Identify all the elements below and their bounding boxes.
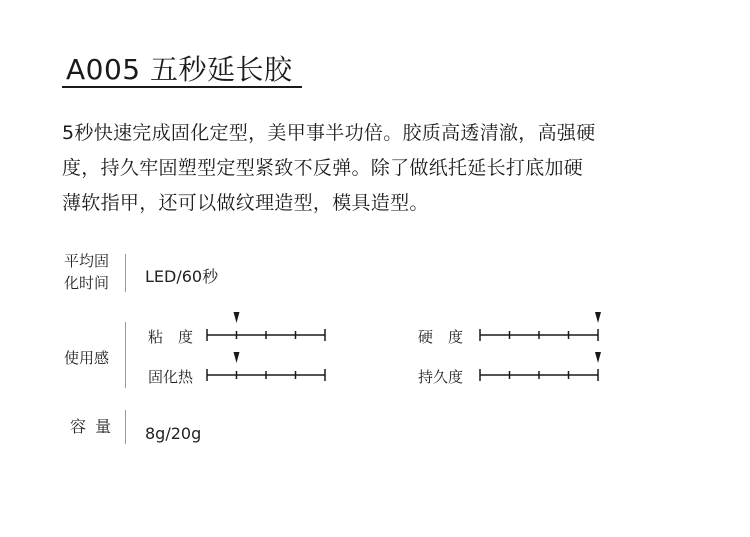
capacity-label: 容 量 bbox=[70, 417, 114, 436]
durability-scale bbox=[478, 350, 603, 384]
hardness-scale bbox=[478, 310, 603, 344]
divider-line bbox=[125, 254, 126, 292]
scale-marker bbox=[595, 352, 601, 363]
scale-marker bbox=[595, 312, 601, 323]
scale-marker bbox=[234, 352, 240, 363]
description-line: 薄软指甲，还可以做纹理造型，模具造型。 bbox=[62, 192, 429, 214]
viscosity-label: 粘 度 bbox=[148, 328, 194, 346]
hardness-label: 硬 度 bbox=[418, 328, 464, 346]
durability-label: 持久度 bbox=[418, 368, 464, 386]
product-title: A005 五秒延长胶 bbox=[66, 53, 293, 86]
curing-heat-label: 固化热 bbox=[148, 368, 194, 386]
scale-marker bbox=[234, 312, 240, 323]
description-line: 度，持久牢固塑型定型紧致不反弹。除了做纸托延长打底加硬 bbox=[62, 157, 584, 179]
capacity-value: 8g/20g bbox=[145, 424, 202, 443]
cure-time-label bbox=[64, 250, 109, 294]
cure-time-label-line1: 平均固 bbox=[64, 252, 110, 270]
cure-time-label-line2: 化时间 bbox=[64, 274, 110, 292]
description-line: 5秒快速完成固化定型，美甲事半功倍。胶质高透清澈，高强硬 bbox=[62, 122, 596, 144]
divider-line bbox=[125, 410, 126, 444]
feel-label: 使用感 bbox=[64, 349, 110, 367]
divider-line bbox=[125, 322, 126, 388]
curing-heat-scale bbox=[205, 350, 330, 384]
cure-time-value: LED/60秒 bbox=[145, 267, 219, 286]
viscosity-scale bbox=[205, 310, 330, 344]
title-underline bbox=[62, 86, 302, 88]
